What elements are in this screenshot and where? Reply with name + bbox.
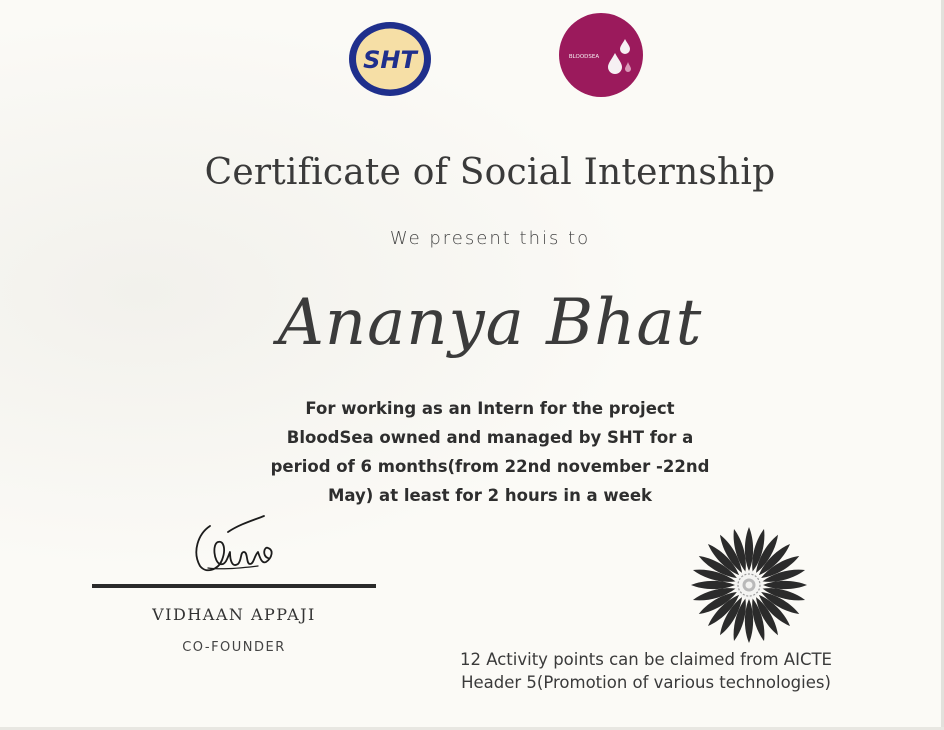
flower-petal <box>763 581 807 589</box>
activity-line: Header 5(Promotion of various technologies) <box>461 673 831 692</box>
description-line: period of 6 months(from 22nd november -22nd <box>270 457 710 476</box>
activity-line: 12 Activity points can be claimed from AICTE <box>460 650 832 669</box>
signature-line <box>92 584 376 588</box>
signatory-role: CO-FOUNDER <box>182 640 286 655</box>
blood-drop-logo-icon <box>557 12 645 98</box>
flower-petal <box>691 581 735 589</box>
activity-points-note <box>446 648 846 694</box>
flower-petal <box>745 599 753 643</box>
description-line: For working as an Intern for the project <box>305 399 675 418</box>
description-line: BloodSea owned and managed by SHT for a <box>286 428 694 447</box>
recipient-name: Ananya Bhat <box>277 286 703 360</box>
certificate-description <box>260 394 720 510</box>
sunburst-flower-icon <box>686 522 812 648</box>
description-line: May) at least for 2 hours in a week <box>327 486 653 505</box>
sht-logo-icon <box>346 19 434 99</box>
flower-petal <box>745 527 753 571</box>
sht-logo-text: SHT <box>363 46 417 74</box>
bloodsea-logo-text: BLOODSEA <box>568 54 600 60</box>
certificate-title: Certificate of Social Internship <box>204 152 776 193</box>
signatory-name: VIDHAAN APPAJI <box>152 605 316 624</box>
handwritten-signature <box>188 512 284 578</box>
present-line: We present this to <box>389 228 591 249</box>
